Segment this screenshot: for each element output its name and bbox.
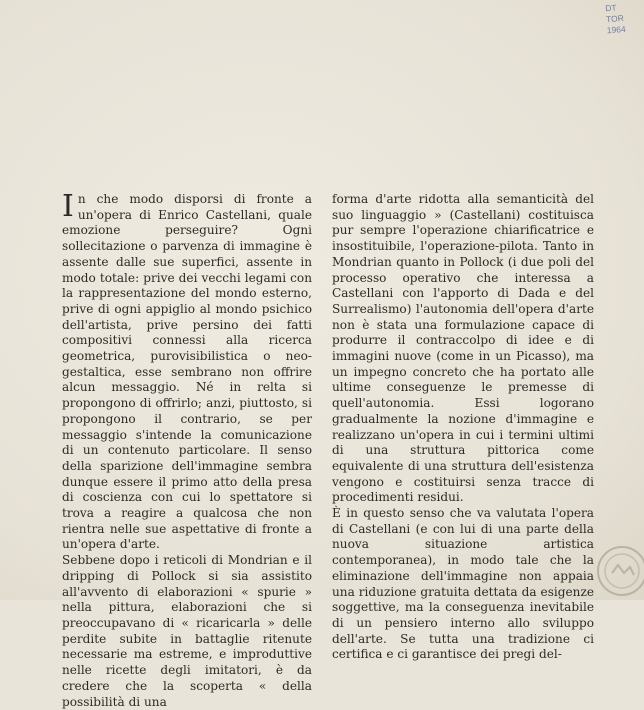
drop-cap: I: [62, 189, 74, 224]
library-stamp-line: DT: [604, 2, 617, 14]
library-seal-icon: [594, 543, 644, 599]
text-column-right: [332, 192, 594, 663]
library-stamp: [605, 1, 643, 36]
text-column-left: [62, 189, 312, 710]
paragraph: Sebbene dopo i reticoli di Mondrian e il dripping di Pollock si sia assistito all'avvento di elaborazioni « spurie » nella pittura, elaborazioni che si preoccupavano di « ricaricarla » delle perdite subite in battaglie ritenute necessarie ma estreme, e improduttive nelle ricette degli imitatori, è da credere che la scoperta « della possibilità di una: [62, 553, 312, 709]
paragraph: [62, 189, 312, 553]
paragraph: È in questo senso che va valutata l'opera di Castellani (e con lui di una parte della nuova situazione artistica contemporanea), in modo tale che la eliminazione dell'immagine non appaia una riduzione gratuita dettata da esigenze soggettive, ma la conseguenza inevitabile di un pensiero interno allo sviluppo dell'arte. Se tutta una tradizione ci certifica e ci garantisce dei pregi del-: [332, 506, 594, 662]
paragraph-text: n che modo disporsi di fronte a un'opera di Enrico Castellani, quale emozione perseguire? Ogni sollecitazione o parvenza di immagine è assente dalle sue superfici, assente in modo totale: prive dei vecchi legami con la rappresentazione del mondo esterno, prive di ogni appiglio al mondo psichico dell'artista, prive persino dei fatti compositivi connessi alla ricerca geometrica, purovisibilistica o neo-gestaltica, esse sembrano non offrire alcun messaggio. Né in relta si propongono di offrirlo; anzi, piuttosto, si propongono il contrario, se per messaggio s'intende la comunicazione di un contenuto particolare. Il senso della sparizione dell'immagine sembra dunque essere il primo atto della presa di coscienza con cui lo spettatore si trova a reagire a qualcosa che non rientra nelle sue aspettative di fronte a un'opera d'arte.: [62, 192, 312, 552]
paragraph: forma d'arte ridotta alla semanticità del suo linguaggio » (Castellani) costituisca pur sempre l'operazione chiarificatrice e insostituibile, l'operazione-pilota. Tanto in Mondrian quanto in Pollock (i due poli del processo operativo che interessa a Castellani con l'apporto di Dada e del Surrealismo) l'autonomia dell'opera d'arte non è stata una formulazione capace di produrre il contraccolpo di idee e di immagini nuove (come in un Picasso), ma un impegno concreto che ha portato alle ultime conseguenze le premesse di quell'autonomia. Essi logorano gradualmente la nozione d'immagine e realizzano un'opera in cui i termini ultimi di una struttura pittorica come equivalente di una struttura dell'esistenza vengono e costituirsi senza tracce di procedimenti residui.: [332, 192, 594, 505]
library-stamp-line: TOR: [605, 13, 625, 25]
library-stamp-line: 1964: [606, 23, 627, 36]
